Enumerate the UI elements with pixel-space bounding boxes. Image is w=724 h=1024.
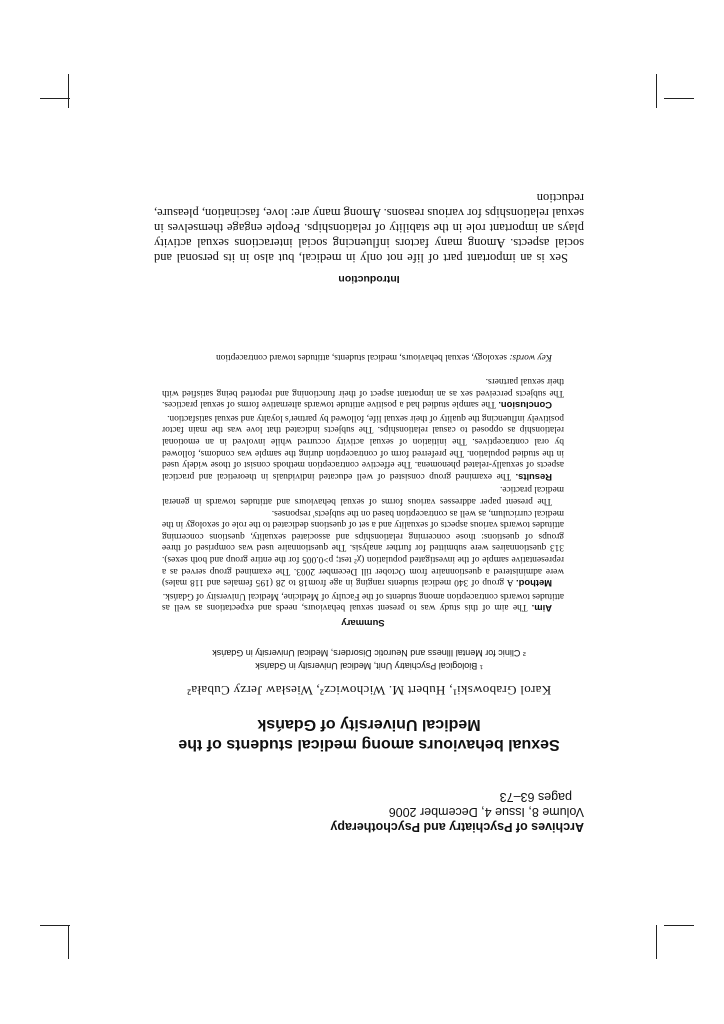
- journal-volume: Volume 8, Issue 4, December 2006: [388, 805, 584, 819]
- affiliations: [154, 646, 584, 672]
- article-header: [154, 646, 584, 754]
- summary-section: [162, 350, 564, 628]
- method-label: Method.: [516, 578, 552, 590]
- article-title: Sexual behaviours among medical students of the Medical University of Gdańsk: [178, 716, 560, 753]
- aim-label: Aim.: [531, 603, 552, 615]
- results-label: Results.: [515, 471, 552, 483]
- introduction-section: [154, 190, 584, 286]
- introduction-heading: Introduction: [338, 273, 400, 285]
- method-text: A group of 340 medical students ranging in age from18 to 28 (195 females and 118 males) were administered a questionnaire from October till December 2003. The examined group served as a representative sample of the investigated population (χ² test; p>0.005 for the entire group and both sexes). 313 questionnaires were submitted for further analysis. The questionnaire used was comprised of three groups of questions: those concerning relationships and associated sexuality, questions concerning attitudes towards various aspects of sexuality and a set of questions dedicated to the role of sexology in the medical curriculum, as well as contraception based on the subjects' responses.: [161, 507, 564, 588]
- conclusion-label: Conclusion.: [498, 400, 552, 412]
- conclusion-text: The sample studied had a positive attitude towards alternative forms of sexual practices. The subjects perceived sex as an important aspect of their functioning and reported being satisfied with their sexual partners.: [162, 376, 564, 410]
- summary-method: [162, 506, 564, 589]
- keywords: [162, 350, 564, 362]
- keywords-text: sexology, sexual behaviours, medical students, attitudes toward contraception: [216, 351, 508, 362]
- journal-title: Archives of Psychiatry and Psychotherapy: [330, 820, 584, 834]
- summary-method-extra: The present paper addresses various forms of sexual behaviours and attitudes towards in general medical practice.: [162, 484, 564, 507]
- summary-results: [162, 411, 564, 483]
- journal-header: [154, 789, 584, 834]
- results-text: The examined group consisted of well educated individuals in theoretical and practical aspects of sexually-related phenomena. The effective contraception methods consist of those widely used in the studied population. The preferred form of contraception during the sample was condoms, followed by oral contraceptives. The initiation of sexual activity occurred while involved in an emotional relationship as opposed to casual relationships. The subjects indicated that love was the main factor positively influencing the quality of their sexual life, followed by partner's loyalty and sexual satisfaction.: [162, 412, 564, 481]
- journal-pages: pages 63–73: [499, 790, 572, 804]
- summary-conclusion: [162, 375, 564, 412]
- summary-aim: [162, 589, 564, 614]
- article-authors: Karol Grabowski¹, Hubert M. Wichowicz², Wiesław Jerzy Cubała²: [186, 683, 552, 698]
- summary-heading: Summary: [341, 617, 385, 628]
- aim-text: The aim of this study was to present sexual behaviours, needs and expectations as well as attitudes towards contraception among students of the Faculty of Medicine, Medical University of Gdańsk.: [162, 590, 564, 613]
- introduction-text: Sex is an important part of life not only in medical, but also in its personal and social aspects. Among many factors influencing social interactions sexual activity plays an important role in the stability of relationships. People engage themselves in sexual relationships for various reasons. Among many are: love, fascination, pleasure, reduction: [154, 191, 584, 265]
- keywords-label: Key words:: [509, 351, 552, 362]
- affiliation-2: ² Clinic for Mental Illness and Neurotic Disorders, Medical University in Gdańsk: [212, 648, 526, 658]
- affiliation-1: ¹ Biological Psychiatry Unit, Medical University in Gdańsk: [255, 661, 483, 671]
